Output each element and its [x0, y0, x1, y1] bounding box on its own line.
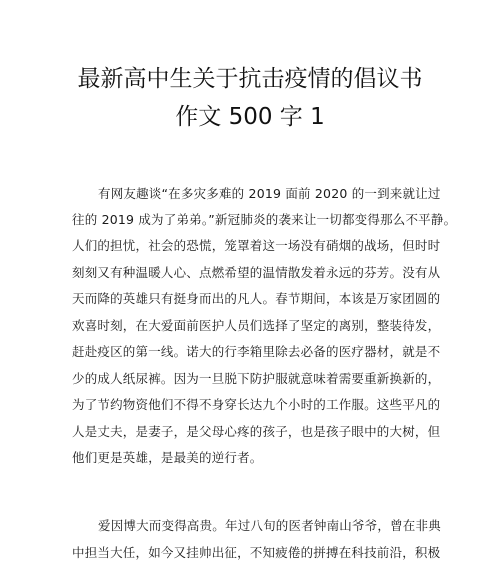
- paragraph-line: 刻刻又有种温暖人心、点燃希望的温情散发着永远的芬芳。没有从: [72, 265, 441, 280]
- paragraph-line: 天而降的英雄只有挺身而出的凡人。春节期间，本该是万家团圆的: [72, 291, 441, 306]
- paragraph-line: 人是丈夫，是妻子，是父母心疼的孩子，也是孩子眼中的大树，但: [72, 424, 441, 439]
- paragraph-line: 有网友趣谈“在多灾多难的 2019 面前 2020 的一到来就让过: [98, 186, 441, 201]
- paragraph-line: 爱因博大而变得高贵。年过八旬的医者钟南山爷爷，曾在非典: [98, 518, 441, 533]
- paragraph-line: 欢喜时刻，在大爱面前医护人员们选择了坚定的离别，整装待发，: [72, 318, 441, 333]
- paragraph-line: 人们的担忧，社会的恐慌，笼罩着这一场没有硝烟的战场，但时时: [72, 238, 441, 253]
- paragraph-line: 少的成人纸尿裤。因为一旦脱下防护服就意味着需要重新换新的，: [72, 371, 441, 386]
- paragraph-line: 他们更是英雄，是最美的逆行者。: [72, 450, 263, 465]
- paragraph-line: 中担当大任，如今又挂帅出征，不知疲倦的拼搏在科技前沿，积极: [72, 545, 441, 560]
- paragraph-line: 往的 2019 成为了弟弟。”新冠肺炎的袭来让一切都变得那么不平静。: [72, 212, 457, 227]
- paragraph-line: 为了节约物资他们不得不身穿长达九个小时的工作服。这些平凡的: [72, 397, 441, 412]
- document-title-line-1: 最新高中生关于抗击疫情的倡议书: [77, 66, 423, 92]
- document-title-line-2: 作文 500 字 1: [175, 104, 325, 130]
- paragraph-line: 赶赴疫区的第一线。诺大的行李箱里除去必备的医疗器材，就是不: [72, 344, 441, 359]
